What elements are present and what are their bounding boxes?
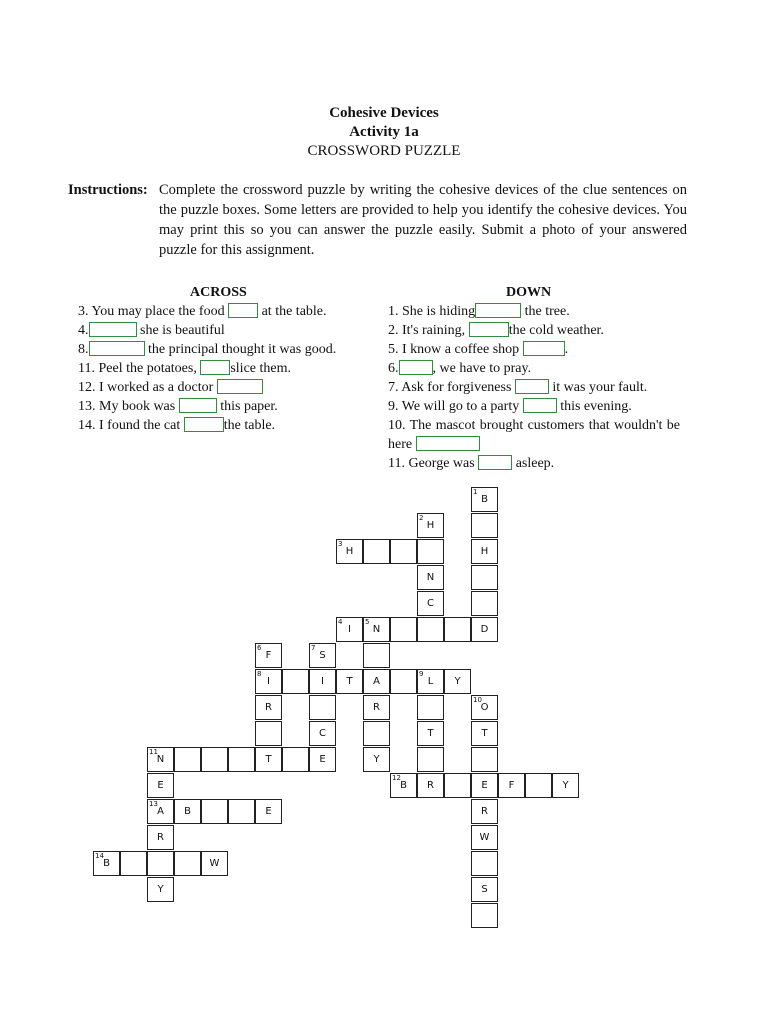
crossword-cell[interactable] (255, 695, 282, 720)
crossword-cell[interactable] (471, 903, 498, 928)
down-clue: 10. The mascot brought customers that wouldn't be here (388, 418, 680, 452)
given-letter: W (209, 858, 220, 869)
crossword-cell[interactable] (471, 773, 498, 798)
clue-number: 11 (149, 748, 158, 756)
given-letter: E (481, 780, 488, 791)
crossword-cell[interactable] (471, 513, 498, 538)
given-letter: R (265, 702, 272, 713)
crossword-cell[interactable] (471, 799, 498, 824)
given-letter: I (321, 676, 324, 687)
given-letter: C (319, 728, 326, 739)
answer-blank[interactable] (523, 341, 565, 356)
given-letter: A (157, 806, 164, 817)
across-clue: 3. You may place the food at the table. (78, 304, 327, 319)
crossword-cell[interactable] (282, 747, 309, 772)
crossword-cell[interactable] (525, 773, 552, 798)
given-letter: E (319, 754, 326, 765)
across-clue: 8. the principal thought it was good. (78, 342, 337, 357)
crossword-cell[interactable] (471, 877, 498, 902)
across-heading: ACROSS (190, 285, 247, 300)
crossword-cell[interactable] (255, 669, 282, 694)
crossword-cell[interactable] (255, 721, 282, 746)
given-letter: T (346, 676, 353, 687)
given-letter: I (267, 676, 270, 687)
crossword-cell[interactable] (201, 747, 228, 772)
answer-blank[interactable] (217, 379, 263, 394)
answer-blank[interactable] (416, 436, 480, 451)
crossword-cell[interactable] (444, 773, 471, 798)
across-clue: 4. she is beautiful (78, 323, 225, 338)
crossword-cell[interactable] (417, 591, 444, 616)
given-letter: B (400, 780, 407, 791)
clue-number: 3 (338, 540, 343, 548)
crossword-cell[interactable] (309, 669, 336, 694)
title-crossword: CROSSWORD PUZZLE (307, 143, 461, 159)
crossword-cell[interactable] (309, 695, 336, 720)
clue-number: 13 (149, 800, 158, 808)
given-letter: Y (373, 754, 380, 765)
crossword-cell[interactable] (336, 669, 363, 694)
crossword-cell[interactable] (471, 851, 498, 876)
answer-blank[interactable] (228, 303, 258, 318)
given-letter: C (427, 598, 434, 609)
crossword-cell[interactable] (255, 747, 282, 772)
crossword-cell[interactable] (471, 591, 498, 616)
clue-number: 5 (365, 618, 370, 626)
across-clue: 13. My book was this paper. (78, 399, 278, 414)
given-letter: H (426, 520, 435, 531)
crossword-cell[interactable] (174, 747, 201, 772)
given-letter: R (427, 780, 434, 791)
across-clue: 14. I found the cat the table. (78, 418, 276, 433)
crossword-cell[interactable] (417, 773, 444, 798)
across-clue: 12. I worked as a doctor (78, 378, 378, 397)
given-letter: H (480, 546, 489, 557)
crossword-cell[interactable] (309, 721, 336, 746)
crossword-cell[interactable] (552, 773, 579, 798)
crossword-cell[interactable] (228, 799, 255, 824)
clue-number: 4 (338, 618, 343, 626)
answer-blank[interactable] (399, 360, 433, 375)
title-block (0, 104, 768, 161)
crossword-cell[interactable] (444, 669, 471, 694)
given-letter: D (480, 624, 489, 635)
crossword-cell[interactable] (390, 539, 417, 564)
crossword-cell[interactable] (498, 773, 525, 798)
clue-number: 12 (392, 774, 401, 782)
given-letter: S (481, 884, 488, 895)
given-letter: I (348, 624, 351, 635)
crossword-cell[interactable] (174, 799, 201, 824)
answer-blank[interactable] (478, 455, 512, 470)
given-letter: R (157, 832, 164, 843)
crossword-cell[interactable] (309, 747, 336, 772)
crossword-cell[interactable] (471, 825, 498, 850)
clue-number: 14 (95, 852, 104, 860)
crossword-cell[interactable] (363, 539, 390, 564)
crossword-cell[interactable] (417, 669, 444, 694)
crossword-cell[interactable] (363, 721, 390, 746)
down-clue: 5. I know a coffee shop . (388, 342, 569, 357)
crossword-cell[interactable] (255, 799, 282, 824)
clue-number: 9 (419, 670, 424, 678)
down-clue: 2. It's raining, the cold weather. (388, 323, 604, 338)
given-letter: W (479, 832, 490, 843)
given-letter: Y (454, 676, 461, 687)
crossword-cell[interactable] (471, 539, 498, 564)
crossword-cell[interactable] (390, 617, 417, 642)
given-letter: R (373, 702, 380, 713)
given-letter: Y (562, 780, 569, 791)
answer-blank[interactable] (89, 341, 145, 356)
given-letter: B (103, 858, 110, 869)
crossword-cell[interactable] (417, 565, 444, 590)
down-clue: 9. We will go to a party this evening. (388, 399, 632, 414)
down-clue: 11. George was asleep. (388, 456, 555, 471)
given-letter: F (265, 650, 272, 661)
clue-number: 6 (257, 644, 262, 652)
answer-blank[interactable] (200, 360, 230, 375)
crossword-cell[interactable] (417, 747, 444, 772)
crossword-cell[interactable] (417, 513, 444, 538)
clue-number: 8 (257, 670, 262, 678)
crossword-cell[interactable] (282, 669, 309, 694)
crossword-cell[interactable] (147, 747, 174, 772)
crossword-cell[interactable] (201, 799, 228, 824)
given-letter: E (157, 780, 164, 791)
crossword-cell[interactable] (471, 617, 498, 642)
clue-number: 2 (419, 514, 424, 522)
crossword-cell[interactable] (444, 617, 471, 642)
crossword-cell[interactable] (363, 643, 390, 668)
instructions-text: Complete the crossword puzzle by writing the cohesive devices of the clue sentences on the puzzle boxes. Some letters are provided to help you identify the cohesive devices. You may print this so you can answer the puzzle easily. Submit a photo of your answered puzzle for this assignment. (159, 182, 687, 258)
crossword-cell[interactable] (417, 695, 444, 720)
answer-blank[interactable] (179, 398, 217, 413)
crossword-cell[interactable] (255, 643, 282, 668)
given-letter: T (265, 754, 272, 765)
crossword-cell[interactable] (390, 773, 417, 798)
crossword-cell[interactable] (417, 617, 444, 642)
given-letter: O (480, 702, 489, 713)
title-activity: Activity 1a (349, 124, 419, 140)
given-letter: H (345, 546, 354, 557)
down-clue: 7. Ask for forgiveness it was your fault. (388, 380, 648, 395)
given-letter: R (481, 806, 488, 817)
given-letter: T (427, 728, 434, 739)
crossword-cell[interactable] (417, 721, 444, 746)
crossword-cell[interactable] (309, 643, 336, 668)
given-letter: A (373, 676, 380, 687)
crossword-cell[interactable] (201, 851, 228, 876)
given-letter: N (372, 624, 381, 635)
crossword-cell[interactable] (471, 721, 498, 746)
given-letter: S (319, 650, 326, 661)
instructions-label: Instructions: (68, 182, 148, 198)
crossword-cell[interactable] (471, 747, 498, 772)
crossword-cell[interactable] (147, 773, 174, 798)
crossword-cell[interactable] (390, 669, 417, 694)
crossword-cell[interactable] (336, 539, 363, 564)
crossword-cell[interactable] (147, 877, 174, 902)
answer-blank[interactable] (515, 379, 549, 394)
given-letter: N (426, 572, 435, 583)
given-letter: E (265, 806, 272, 817)
given-letter: B (184, 806, 191, 817)
crossword-cell[interactable] (147, 851, 174, 876)
crossword-cell[interactable] (147, 825, 174, 850)
crossword-cell[interactable] (93, 851, 120, 876)
answer-blank[interactable] (469, 322, 509, 337)
down-clue: 1. She is hiding the tree. (388, 304, 570, 319)
crossword-cell[interactable] (228, 747, 255, 772)
given-letter: B (481, 494, 488, 505)
clue-number: 7 (311, 644, 316, 652)
given-letter: Y (157, 884, 164, 895)
down-heading: DOWN (506, 285, 552, 300)
crossword-cell[interactable] (471, 695, 498, 720)
down-clue: 6. , we have to pray. (388, 361, 532, 376)
clue-number: 10 (473, 696, 482, 704)
crossword-cell[interactable] (120, 851, 147, 876)
across-clue-list (78, 302, 378, 435)
crossword-cell[interactable] (336, 617, 363, 642)
given-letter: F (508, 780, 515, 791)
answer-blank[interactable] (475, 303, 521, 318)
answer-blank[interactable] (89, 322, 137, 337)
crossword-cell[interactable] (363, 747, 390, 772)
title-cohesive-devices: Cohesive Devices (329, 105, 439, 121)
crossword-cell[interactable] (363, 617, 390, 642)
across-clue: 11. Peel the potatoes, slice them. (78, 361, 291, 376)
down-clue-list (388, 302, 680, 473)
clue-number: 1 (473, 488, 478, 496)
crossword-cell[interactable] (363, 669, 390, 694)
given-letter: L (427, 676, 434, 687)
answer-blank[interactable] (523, 398, 557, 413)
crossword-cell[interactable] (147, 799, 174, 824)
crossword-cell[interactable] (417, 539, 444, 564)
crossword-cell[interactable] (363, 695, 390, 720)
crossword-cell[interactable] (471, 565, 498, 590)
given-letter: N (156, 754, 165, 765)
given-letter: T (481, 728, 488, 739)
answer-blank[interactable] (184, 417, 224, 432)
crossword-cell[interactable] (471, 487, 498, 512)
crossword-cell[interactable] (174, 851, 201, 876)
